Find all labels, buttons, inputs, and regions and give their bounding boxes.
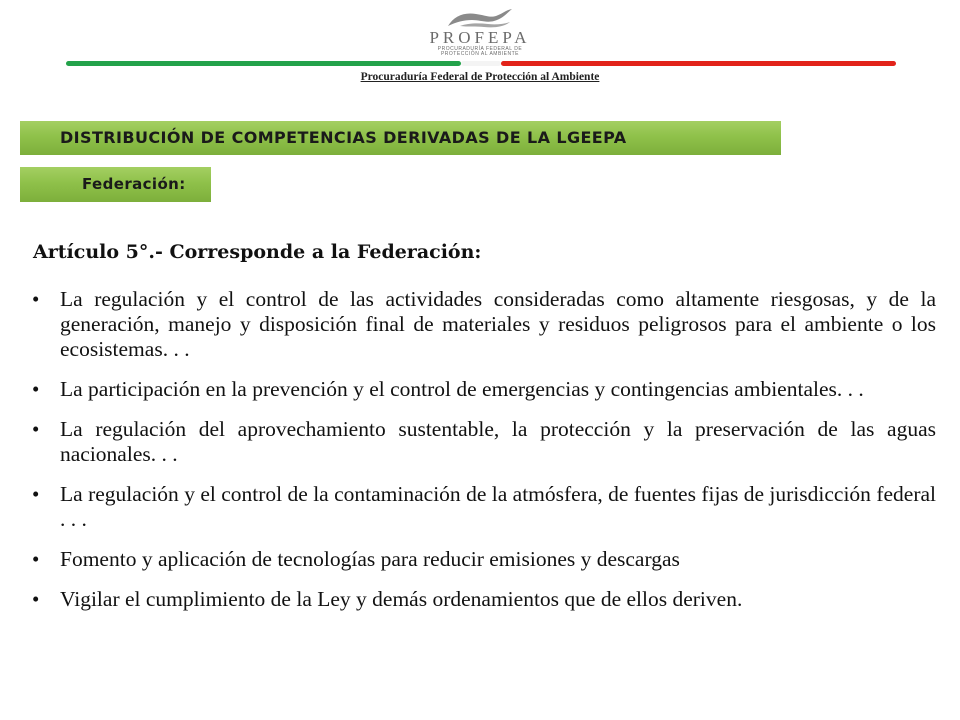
bullet-icon: • <box>32 587 40 611</box>
section-title: DISTRIBUCIÓN DE COMPETENCIAS DERIVADAS DE LA LGEEPA <box>60 128 627 147</box>
section-title-band <box>20 121 781 155</box>
bullet-icon: • <box>32 287 40 311</box>
logo-wordmark: PROFEPA <box>429 28 531 47</box>
bullet-list <box>30 287 936 627</box>
list-item <box>30 377 936 402</box>
profepa-logo <box>420 6 540 64</box>
logo-subtitle <box>420 47 540 57</box>
list-item <box>30 547 936 572</box>
article-heading: Artículo 5°.- Corresponde a la Federación: <box>33 241 482 263</box>
list-item <box>30 587 936 612</box>
list-item <box>30 287 936 362</box>
logo-subtitle-line: PROTECCIÓN AL AMBIENTE <box>440 51 520 57</box>
list-item <box>30 417 936 467</box>
bullet-icon: • <box>32 377 40 401</box>
bullet-icon: • <box>32 482 40 506</box>
list-item-text: Fomento y aplicación de tecnologías para reducir emisiones y descargas <box>60 547 680 571</box>
logo-subtitle-line: PROCURADURÍA FEDERAL DE <box>437 46 523 52</box>
list-item-text: La regulación y el control de la contaminación de la atmósfera, de fuentes fijas de jurisdicción federal . . . <box>60 482 936 531</box>
list-item-text: La participación en la prevención y el control de emergencias y contingencias ambientales. . . <box>60 377 864 401</box>
flag-red-stripe <box>501 61 896 66</box>
list-item-text: Vigilar el cumplimiento de la Ley y demás ordenamientos que de ellos deriven. <box>60 587 743 611</box>
list-item <box>30 482 936 532</box>
bullet-icon: • <box>32 417 40 441</box>
list-item-text: La regulación y el control de las actividades consideradas como altamente riesgosas, y de la generación, manejo y disposición final de materiales y residuos peligrosos para el ambiente o los ecosistemas. . . <box>60 287 936 361</box>
flag-white-stripe <box>461 61 501 66</box>
flag-color-bar <box>66 61 896 67</box>
section-subtitle-band <box>20 167 211 202</box>
bullet-icon: • <box>32 547 40 571</box>
eagle-emblem-icon <box>420 6 540 30</box>
agency-name: Procuraduría Federal de Protección al Ambiente <box>360 71 600 83</box>
section-subtitle: Federación: <box>82 175 186 193</box>
list-item-text: La regulación del aprovechamiento sustentable, la protección y la preservación de las aguas nacionales. . . <box>60 417 936 466</box>
flag-green-stripe <box>66 61 461 66</box>
